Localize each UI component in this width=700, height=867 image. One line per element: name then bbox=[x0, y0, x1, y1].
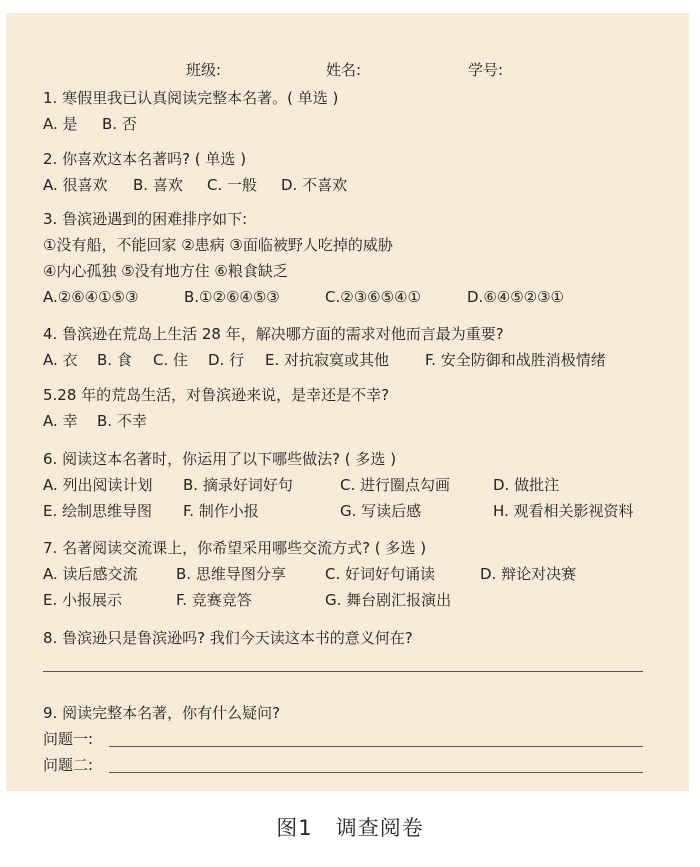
question-title: 5.28 年的荒岛生活，对鲁滨逊来说，是幸还是不幸? bbox=[43, 386, 390, 404]
question-8 bbox=[43, 625, 413, 651]
option-row bbox=[43, 347, 606, 373]
option: C. 好词好句诵读 bbox=[325, 565, 436, 583]
option: A. 读后感交流 bbox=[43, 565, 138, 583]
answer-line[interactable] bbox=[43, 671, 643, 672]
option: E. 绘制思维导图 bbox=[43, 502, 153, 520]
answer-label-2: 问题二: bbox=[43, 756, 94, 774]
figure-title: 调查阅卷 bbox=[335, 816, 424, 840]
answer-line-1[interactable] bbox=[109, 746, 643, 747]
student-id-label: 学号: bbox=[468, 61, 504, 79]
answer-label-1: 问题一: bbox=[43, 730, 94, 748]
question-title: 3. 鲁滨逊遇到的困难排序如下: bbox=[43, 210, 248, 228]
option: B.①②⑥④⑤③ bbox=[184, 288, 280, 306]
name-label: 姓名: bbox=[326, 61, 362, 79]
question-title: 1. 寒假里我已认真阅读完整本名著。( 单选 ) bbox=[43, 89, 339, 107]
figure-caption bbox=[0, 812, 700, 842]
option: G. 写读后感 bbox=[340, 502, 422, 520]
option-row bbox=[43, 561, 577, 587]
question-title: 4. 鲁滨逊在荒岛上生活 28 年，解决哪方面的需求对他而言最为重要? bbox=[43, 325, 504, 343]
option: A.②⑥④①⑤③ bbox=[43, 288, 139, 306]
option-row bbox=[43, 472, 560, 498]
option: B. 否 bbox=[102, 115, 137, 133]
option: F. 竞赛竞答 bbox=[176, 591, 252, 609]
question-title: 2. 你喜欢这本名著吗? ( 单选 ) bbox=[43, 150, 247, 168]
option: A. 衣 bbox=[43, 351, 78, 369]
survey-sheet bbox=[6, 13, 689, 791]
question-3 bbox=[43, 206, 565, 310]
difficulty-list: ④内心孤独 ⑤没有地方住 ⑥粮食缺乏 bbox=[43, 262, 288, 280]
option: B. 思维导图分享 bbox=[176, 565, 286, 583]
answer-row-2 bbox=[43, 752, 280, 778]
option: H. 观看相关影视资料 bbox=[493, 502, 634, 520]
option: A. 很喜欢 bbox=[43, 176, 108, 194]
question-7 bbox=[43, 535, 577, 613]
question-9 bbox=[43, 700, 280, 778]
option-row bbox=[43, 587, 452, 613]
option: A. 幸 bbox=[43, 412, 78, 430]
answer-line-2[interactable] bbox=[109, 772, 643, 773]
question-4 bbox=[43, 321, 606, 373]
option: C. 进行圈点勾画 bbox=[340, 476, 451, 494]
option: E. 对抗寂寞或其他 bbox=[265, 351, 390, 369]
option: B. 喜欢 bbox=[133, 176, 183, 194]
option: B. 食 bbox=[97, 351, 132, 369]
option-row bbox=[43, 408, 389, 434]
class-label: 班级: bbox=[186, 61, 222, 79]
option: A. 是 bbox=[43, 115, 78, 133]
option: C.②③⑥⑤④① bbox=[325, 288, 421, 306]
option: F. 制作小报 bbox=[183, 502, 259, 520]
question-6 bbox=[43, 446, 634, 524]
option: D. 行 bbox=[208, 351, 245, 369]
option: F. 安全防御和战胜消极情绪 bbox=[425, 351, 606, 369]
answer-row-1 bbox=[43, 726, 280, 752]
question-title: 7. 名著阅读交流课上，你希望采用哪些交流方式? ( 多选 ) bbox=[43, 539, 427, 557]
option: D. 不喜欢 bbox=[281, 176, 348, 194]
option: D.⑥④⑤②③① bbox=[467, 288, 565, 306]
option: D. 做批注 bbox=[493, 476, 560, 494]
option-row bbox=[43, 172, 348, 198]
option-row bbox=[43, 111, 338, 137]
question-2 bbox=[43, 146, 348, 198]
option: G. 舞台剧汇报演出 bbox=[325, 591, 452, 609]
option: A. 列出阅读计划 bbox=[43, 476, 153, 494]
option: E. 小报展示 bbox=[43, 591, 123, 609]
option-row bbox=[43, 284, 565, 310]
question-5 bbox=[43, 382, 389, 434]
question-1 bbox=[43, 85, 338, 137]
option: C. 住 bbox=[153, 351, 189, 369]
student-info-header bbox=[6, 59, 689, 83]
option: B. 不幸 bbox=[97, 412, 147, 430]
option: D. 辩论对决赛 bbox=[480, 565, 577, 583]
difficulty-list: ①没有船，不能回家 ②患病 ③面临被野人吃掉的威胁 bbox=[43, 236, 393, 254]
option: C. 一般 bbox=[207, 176, 258, 194]
question-title: 9. 阅读完整本名著，你有什么疑问? bbox=[43, 704, 281, 722]
question-title: 6. 阅读这本名著时，你运用了以下哪些做法? ( 多选 ) bbox=[43, 450, 397, 468]
option: B. 摘录好词好句 bbox=[183, 476, 293, 494]
figure-number: 图1 bbox=[276, 816, 313, 840]
question-title: 8. 鲁滨逊只是鲁滨逊吗? 我们今天读这本书的意义何在? bbox=[43, 629, 413, 647]
option-row bbox=[43, 498, 634, 524]
